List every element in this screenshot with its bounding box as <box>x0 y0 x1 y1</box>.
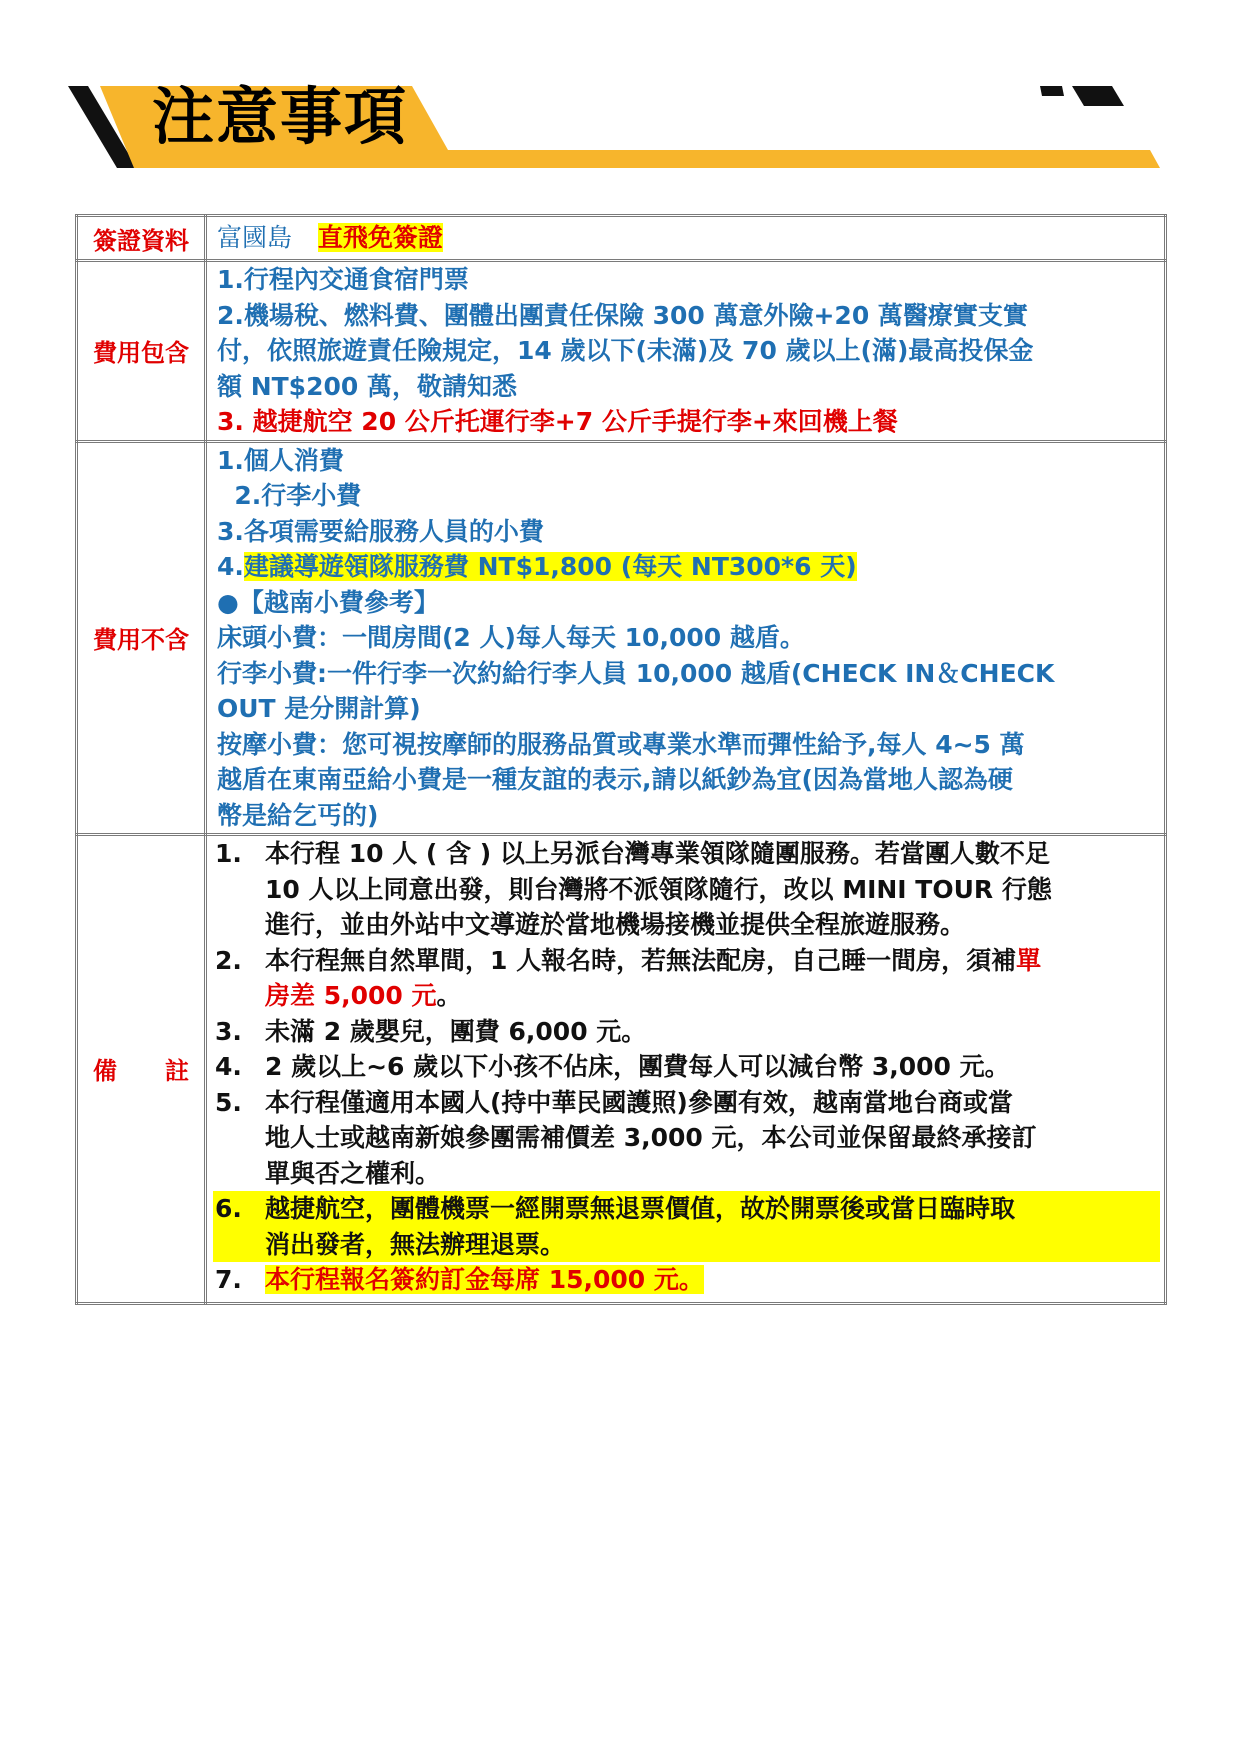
remark-number: 4. <box>215 1052 242 1081</box>
visa-row <box>77 216 1166 261</box>
excluded-line-guide-fee <box>217 549 1160 585</box>
remark-text: 本行程無自然單間，1 人報名時，若無法配房，自己睡一間房，須補 <box>265 945 1017 975</box>
remark-item-6 <box>213 1191 1160 1262</box>
remark-item-4 <box>213 1049 1160 1085</box>
remark-item-2 <box>213 943 1160 1014</box>
excluded-row <box>77 441 1166 835</box>
included-line-airline: 3. 越捷航空 20 公斤托運行李+7 公斤手提行李+來回機上餐 <box>217 407 898 436</box>
remark-item-5 <box>213 1085 1160 1192</box>
remark-line: 越捷航空，團體機票一經開票無退票價值，故於開票後或當日臨時取 <box>265 1194 1016 1223</box>
remark-line: 進行，並由外站中文導遊於當地機場接機並提供全程旅遊服務。 <box>265 910 966 939</box>
included-row <box>77 261 1166 442</box>
remark-red-text: 單 <box>1016 945 1042 975</box>
remarks-label: 備 註 <box>77 835 206 1304</box>
remark-number: 6. <box>215 1194 242 1223</box>
remark-line: 地人士或越南新娘參團需補價差 3,000 元，本公司並保留最終承接訂 <box>265 1123 1037 1152</box>
included-label: 費用包含 <box>77 261 206 442</box>
visa-place: 富國島 <box>217 223 293 253</box>
included-content <box>206 261 1166 442</box>
guide-fee-prefix: 4. <box>217 552 244 581</box>
deposit-text: 本行程報名簽約訂金每席 15,000 元。 <box>265 1265 704 1294</box>
tips-heading: ●【越南小費參考】 <box>217 587 439 617</box>
guide-fee-highlight: 建議導遊領隊服務費 NT$1,800 (每天 NT300*6 天) <box>243 552 857 581</box>
remark-number: 7. <box>215 1265 242 1294</box>
remark-line: 消出發者，無法辦理退票。 <box>265 1229 566 1259</box>
remarks-content <box>206 835 1166 1304</box>
tip-line: OUT 是分開計算) <box>217 694 421 723</box>
remark-number: 3. <box>215 1016 242 1046</box>
excluded-label: 費用不含 <box>77 441 206 835</box>
remarks-row <box>77 835 1166 1304</box>
tip-line: 床頭小費：一間房間(2 人)每人每天 10,000 越盾。 <box>217 623 805 652</box>
banner-corner-mark <box>1072 86 1124 106</box>
remark-line <box>265 943 1160 979</box>
tip-line: 按摩小費：您可視按摩師的服務品質或專業水準而彈性給予,每人 4~5 萬 <box>217 729 1025 759</box>
visa-highlight: 直飛免簽證 <box>317 223 443 253</box>
included-line: 1.行程內交通食宿門票 <box>217 265 469 294</box>
visa-content <box>206 216 1166 261</box>
remark-line: 10 人以上同意出發，則台灣將不派領隊隨行，改以 MINI TOUR 行態 <box>265 874 1052 904</box>
header-banner <box>0 0 1241 200</box>
included-line: 2.機場稅、燃料費、團體出團責任保險 300 萬意外險+20 萬醫療實支實 <box>217 300 1028 330</box>
remark-item-1 <box>213 836 1160 943</box>
excluded-line: 3.各項需要給服務人員的小費 <box>217 516 544 546</box>
remark-item-7 <box>213 1262 1160 1298</box>
remark-line: 本行程 10 人 ( 含 ) 以上另派台灣專業領隊隨團服務。若當團人數不足 <box>265 839 1050 868</box>
remark-line: 未滿 2 歲嬰兒，團費 6,000 元。 <box>265 1016 647 1046</box>
page-title: 注意事項 <box>152 80 409 153</box>
included-line: 付，依照旅遊責任險規定，14 歲以下(未滿)及 70 歲以上(滿)最高投保金 <box>217 336 1034 365</box>
remark-line: 單與否之權利。 <box>265 1158 441 1188</box>
notes-table <box>75 214 1167 1305</box>
included-line: 額 NT$200 萬，敬請知悉 <box>217 371 517 401</box>
remark-line <box>265 978 1160 1014</box>
visa-label: 簽證資料 <box>77 216 206 261</box>
banner-corner-mark-small <box>1040 86 1064 96</box>
tip-line: 行李小費:一件行李一次約給行李人員 10,000 越盾(CHECK IN＆CHECK <box>217 658 1055 688</box>
remark-number: 2. <box>215 945 242 975</box>
remark-line: 本行程僅適用本國人(持中華民國護照)參團有效，越南當地台商或當 <box>265 1087 1013 1117</box>
excluded-line: 2.行李小費 <box>217 481 362 510</box>
remark-number: 5. <box>215 1087 242 1117</box>
tip-line: 幣是給乞丐的) <box>217 800 379 830</box>
remark-line: 2 歲以上~6 歲以下小孩不佔床，團費每人可以減台幣 3,000 元。 <box>265 1052 1010 1081</box>
remark-number: 1. <box>215 839 242 868</box>
excluded-line: 1.個人消費 <box>217 445 344 475</box>
remark-item-3 <box>213 1014 1160 1050</box>
tip-line: 越盾在東南亞給小費是一種友誼的表示,請以紙鈔為宜(因為當地人認為硬 <box>217 765 1013 794</box>
remark-red-text: 房差 5,000 元 <box>265 981 437 1010</box>
remark-text: 。 <box>436 981 462 1010</box>
remark-line <box>265 1262 1160 1298</box>
excluded-content <box>206 441 1166 835</box>
